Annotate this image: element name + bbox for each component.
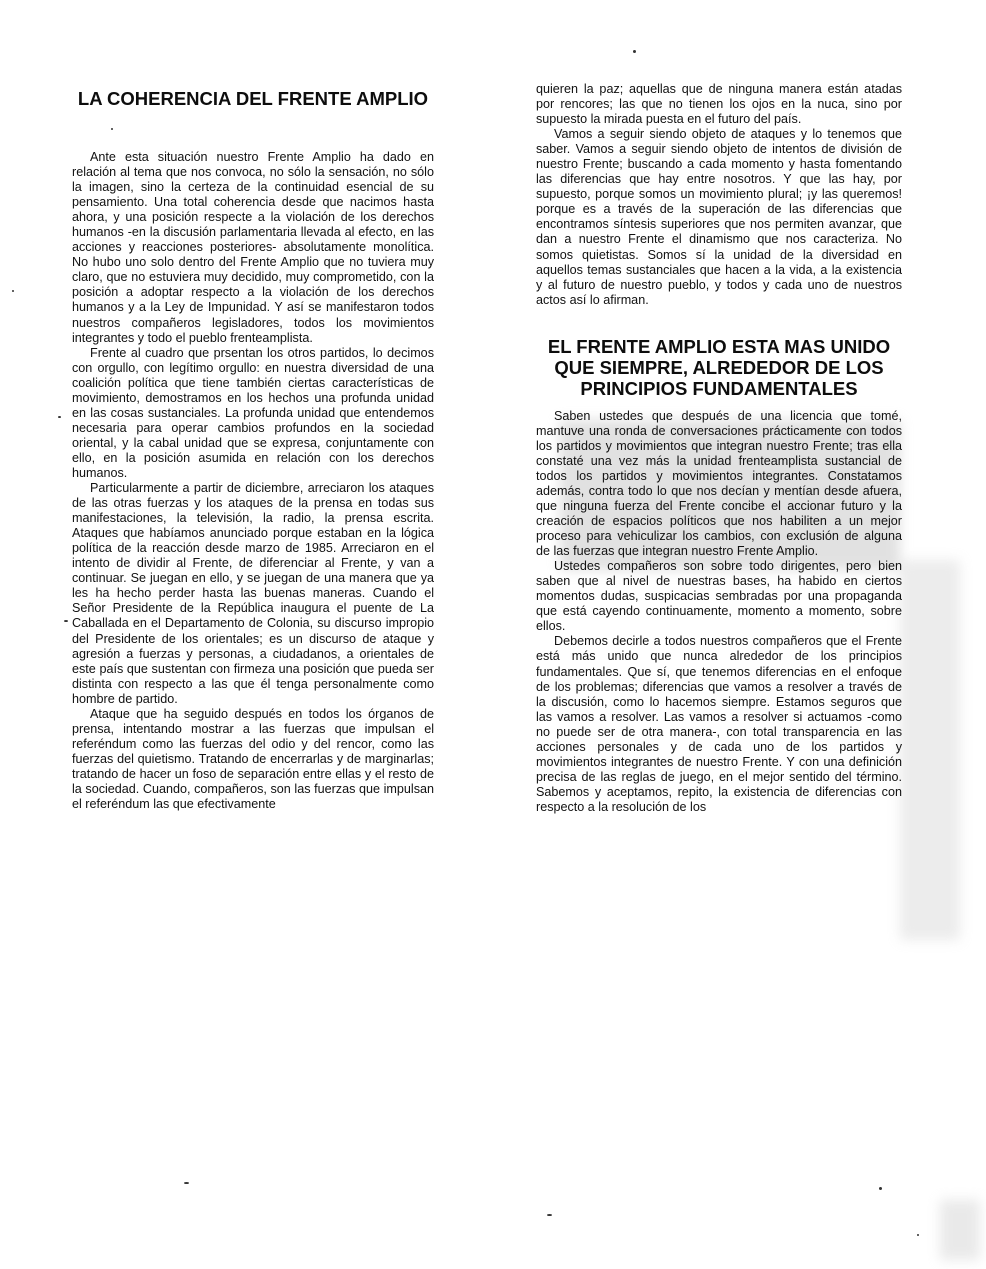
bleed-through-smudge [900,560,960,940]
bleed-through-smudge [940,1200,980,1260]
body-paragraph: Debemos decirle a todos nuestros compañeros que el Frente está más unido que nunca alrededor de los principios fundamentales. Que sí, que tenemos diferencias en el enfoque de los problemas; diferencias que vamos a resolver a través de la discusión, como lo hacemos siempre. Estamos seguros que las vamos a resolver. Las vamos a resolver si actuamos -como no puede ser de otra manera-, con total transparencia en las acciones personales y de cada uno de los partidos y movimientos integrantes de nuestro Frente. Y con una definición precisa de las reglas de juego, en el mejor sentido del término. Sabemos y aceptamos, repito, la existencia de diferencias con respecto a la resolución de los [536,634,902,814]
right-column [536,82,902,815]
body-paragraph: Ante esta situación nuestro Frente Amplio ha dado en relación al tema que nos convoca, no sólo la sensación, no sólo la imagen, sino la certeza de la continuidad esencial de su pensamiento. Una total coherencia desde que nacimos hasta ahora, y una posición respecte a la violación de los derechos humanos -en la discusión parlamentaria llevada al efecto, en las acciones y reacciones posteriores- absolutamente monolítica. No hubo uno solo dentro del Frente Amplio que no tuviera muy claro, que no estuviera muy decidido, muy comprometido, con la posición a adoptar respecto a la violación de los derechos humanos y a la Ley de Impunidad. Y así se manifestaron todos nuestros compañeros legisladores, todos los movimientos integrantes y todo el pueblo frenteamplista. [72,150,434,345]
scan-speck [633,50,636,53]
section-heading-coherencia: LA COHERENCIA DEL FRENTE AMPLIO [77,88,429,109]
scan-speck [879,1187,882,1190]
scan-speck [917,1234,919,1236]
scan-speck [184,1182,189,1184]
continued-paragraph: quieren la paz; aquellas que de ninguna manera están atadas por rencores; las que no tienen los ojos en la nuca, sino por supuesto la mirada puesta en el futuro del país. [536,82,902,127]
body-paragraph: Ustedes compañeros son sobre todo dirigentes, pero bien saben que al nivel de nuestras bases, ha habido en ciertos momentos dudas, suspicacias sembradas por una propaganda que está cayendo continuamente, momento a momento, sobre ellos. [536,559,902,634]
body-paragraph: Ataque que ha seguido después en todos los órganos de prensa, intentando mostrar a las fuerzas que impulsan el referéndum como las fuerzas del odio y del rencor, como las fuerzas del quietismo. Tratando de encerrarlas y de marginarlas; tratando de hacer un foso de separación entre ellas y el resto de la sociedad. Cuando, compañeros, son las fuerzas que impulsan el referéndum las que efectivamente [72,706,434,812]
section-heading-frente-unido: EL FRENTE AMPLIO ESTA MAS UNIDO QUE SIEMPRE, ALREDEDOR DE LOS PRINCIPIOS FUNDAMENTALES [547,335,891,399]
scan-speck [64,620,68,622]
scan-speck [12,290,14,292]
body-paragraph: Frente al cuadro que prsentan los otros partidos, lo decimos con orgullo, con legítimo orgullo: en nuestra diversidad de una coalición política que tiene también ciertas características de movimiento, demostramos en los hechos una profunda unidad en las cosas sustanciales. La profunda unidad que entendemos necesaria para operar cambios profundos en la sociedad oriental, y la cabal unidad que se expresa, conjuntamente con ello, en la posición asumida en relación con los derechos humanos. [72,345,434,480]
body-paragraph: Vamos a seguir siendo objeto de ataques y lo tenemos que saber. Vamos a seguir siendo objeto de intentos de división de nuestro Frente; buscando a cada momento y hasta fomentando las diferencias que hay entre nosotros. Y que las hay, por supuesto, porque somos un movimiento plural; ¡y las queremos! porque es a través de la superación de las diferencias que encontramos síntesis superiores que nos permiten avanzar, que dan a nuestro Frente el dinamismo que nos caracteriza. No somos quietistas. Somos sí la unidad de la diversidad en aquellos temas sustanciales que hacen a la vida, a la existencia y al futuro de nuestro pueblo, y todos y cada uno de nuestros actos así lo afirman. [536,127,902,307]
left-column [72,88,434,812]
body-paragraph: Particularmente a partir de diciembre, arreciaron los ataques de las otras fuerzas y los ataques de la prensa en todas sus manifestaciones, la televisión, la radio, la prensa escrita. Ataques que habíamos anunciado porque estaban en la lógica política de la reacción desde marzo de 1985. Arreciaron en el intento de dividir al Frente, de diferenciar al Frente, y van a continuar. Se juegan en ello, y se juegan de una manera que ya les ha hecho perder hasta las buenas maneras. Cuando el Señor Presidente de la República inaugura el puente de La Caballada en el Departamento de Colonia, su discurso impropio del Presidente de los orientales; es un discurso de ataque y agresión a fuerzas y personas, a ciudadanos, a orientales de este país que sustentan con firmeza una posición que pueda ser distinta con respecto a las que él tenga personalmente como hombre de partido. [72,481,434,706]
scan-speck [58,416,61,418]
scan-speck [547,1214,552,1216]
body-paragraph: Saben ustedes que después de una licencia que tomé, mantuve una ronda de conversaciones prácticamente con todos los partidos y movimientos que integran nuestro Frente; tras ella constaté una vez más la unidad frenteamplista sustancial de todos los partidos y movimientos integrantes. Constatamos además, contra todo lo que nos decían y mentían desde afuera, que ninguna fuerza del Frente concibe el accionar futuro y la creación de espacios políticos que nos habiliten a un mejor proceso para vehiculizar los cambios, con exclusión de alguna de las fuerzas que integran nuestro Frente Amplio. [536,408,902,559]
